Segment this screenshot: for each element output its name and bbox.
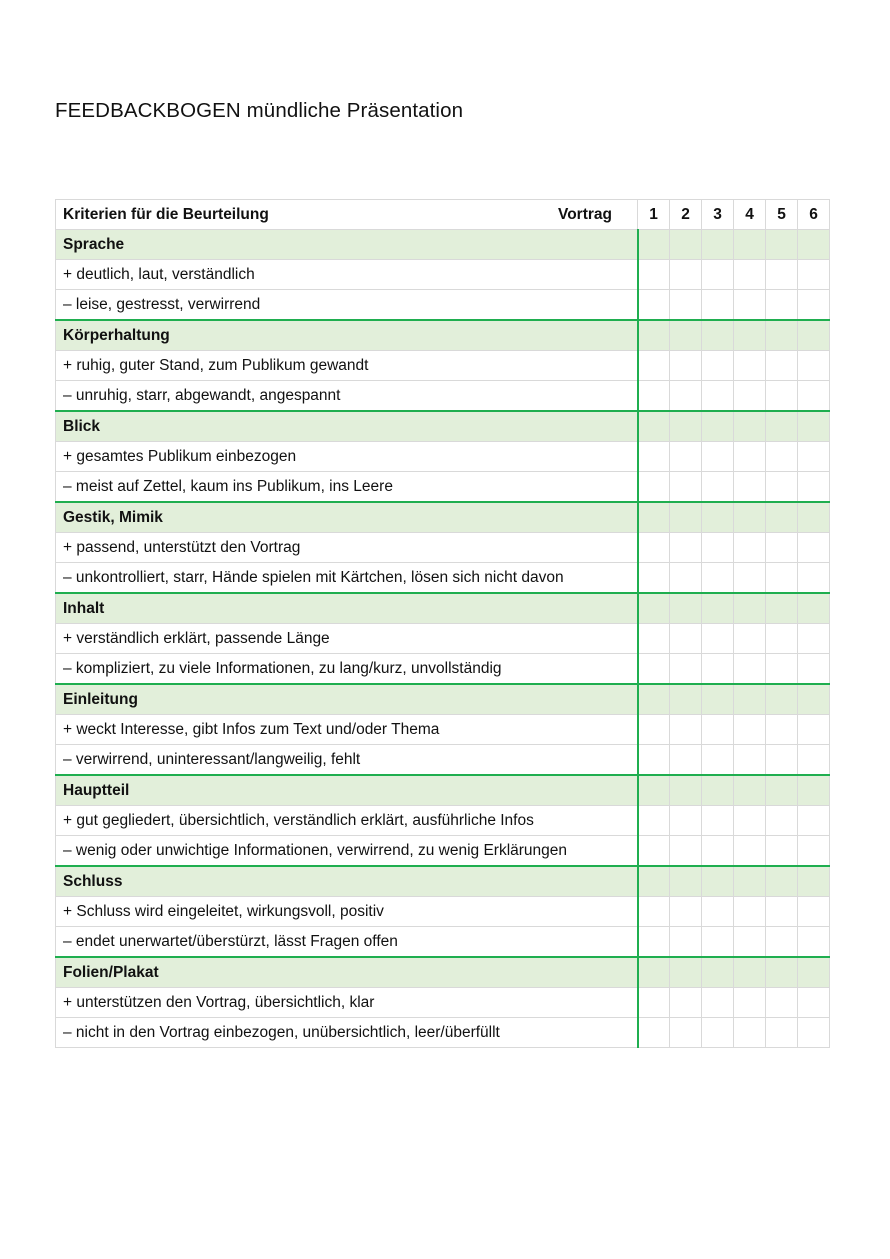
score-cell-3 bbox=[702, 411, 734, 442]
score-cell-4 bbox=[734, 230, 766, 260]
score-cell-2[interactable] bbox=[670, 351, 702, 381]
category-label: Körperhaltung bbox=[56, 320, 638, 351]
score-cell-5[interactable] bbox=[766, 927, 798, 958]
category-label: Sprache bbox=[56, 230, 638, 260]
score-cell-5 bbox=[766, 502, 798, 533]
score-cell-4[interactable] bbox=[734, 806, 766, 836]
score-cell-6 bbox=[798, 866, 830, 897]
score-cell-2 bbox=[670, 320, 702, 351]
score-header-3: 3 bbox=[702, 200, 734, 230]
score-cell-6[interactable] bbox=[798, 624, 830, 654]
score-cell-6[interactable] bbox=[798, 715, 830, 745]
score-cell-5[interactable] bbox=[766, 654, 798, 685]
score-cell-1 bbox=[638, 866, 670, 897]
score-cell-3[interactable] bbox=[702, 897, 734, 927]
score-cell-1[interactable] bbox=[638, 624, 670, 654]
score-cell-4 bbox=[734, 957, 766, 988]
score-cell-2[interactable] bbox=[670, 927, 702, 958]
category-row bbox=[56, 320, 830, 351]
score-cell-4[interactable] bbox=[734, 351, 766, 381]
score-cell-2[interactable] bbox=[670, 988, 702, 1018]
score-cell-4[interactable] bbox=[734, 988, 766, 1018]
score-cell-3[interactable] bbox=[702, 624, 734, 654]
score-cell-3 bbox=[702, 866, 734, 897]
criterion-row-negative bbox=[56, 836, 830, 867]
criterion-positive: + deutlich, laut, verständlich bbox=[56, 260, 638, 290]
score-cell-3[interactable] bbox=[702, 806, 734, 836]
score-cell-1[interactable] bbox=[638, 654, 670, 685]
score-cell-2 bbox=[670, 957, 702, 988]
score-cell-5[interactable] bbox=[766, 1018, 798, 1048]
score-header-5: 5 bbox=[766, 200, 798, 230]
category-row bbox=[56, 866, 830, 897]
category-label: Folien/Plakat bbox=[56, 957, 638, 988]
score-cell-5 bbox=[766, 320, 798, 351]
score-cell-6[interactable] bbox=[798, 836, 830, 867]
category-label: Inhalt bbox=[56, 593, 638, 624]
score-cell-6[interactable] bbox=[798, 563, 830, 594]
score-cell-6[interactable] bbox=[798, 1018, 830, 1048]
criteria-header-cell bbox=[56, 200, 638, 230]
criterion-positive: + verständlich erklärt, passende Länge bbox=[56, 624, 638, 654]
score-cell-4[interactable] bbox=[734, 654, 766, 685]
score-cell-3 bbox=[702, 775, 734, 806]
criterion-positive: + weckt Interesse, gibt Infos zum Text und/oder Thema bbox=[56, 715, 638, 745]
header-row bbox=[56, 200, 830, 230]
score-cell-2[interactable] bbox=[670, 260, 702, 290]
score-cell-6 bbox=[798, 320, 830, 351]
criterion-row-positive bbox=[56, 806, 830, 836]
score-cell-6[interactable] bbox=[798, 442, 830, 472]
score-cell-4[interactable] bbox=[734, 260, 766, 290]
criterion-row-positive bbox=[56, 442, 830, 472]
score-cell-6[interactable] bbox=[798, 290, 830, 321]
score-cell-1[interactable] bbox=[638, 563, 670, 594]
score-cell-5[interactable] bbox=[766, 381, 798, 412]
score-cell-4[interactable] bbox=[734, 533, 766, 563]
score-header-4: 4 bbox=[734, 200, 766, 230]
score-cell-2 bbox=[670, 866, 702, 897]
score-cell-1[interactable] bbox=[638, 836, 670, 867]
score-cell-4[interactable] bbox=[734, 472, 766, 503]
score-cell-2[interactable] bbox=[670, 806, 702, 836]
score-cell-1[interactable] bbox=[638, 897, 670, 927]
category-row bbox=[56, 775, 830, 806]
score-cell-5 bbox=[766, 593, 798, 624]
score-cell-1[interactable] bbox=[638, 351, 670, 381]
criterion-row-negative bbox=[56, 1018, 830, 1048]
score-cell-2[interactable] bbox=[670, 381, 702, 412]
criterion-negative: – nicht in den Vortrag einbezogen, unübersichtlich, leer/überfüllt bbox=[56, 1018, 638, 1048]
score-cell-6[interactable] bbox=[798, 927, 830, 958]
category-label: Gestik, Mimik bbox=[56, 502, 638, 533]
score-cell-1 bbox=[638, 230, 670, 260]
score-cell-3[interactable] bbox=[702, 442, 734, 472]
category-row bbox=[56, 684, 830, 715]
score-cell-1[interactable] bbox=[638, 260, 670, 290]
score-cell-1[interactable] bbox=[638, 1018, 670, 1048]
score-cell-2[interactable] bbox=[670, 563, 702, 594]
score-cell-5[interactable] bbox=[766, 290, 798, 321]
score-cell-2 bbox=[670, 775, 702, 806]
criterion-row-negative bbox=[56, 745, 830, 776]
score-cell-4[interactable] bbox=[734, 836, 766, 867]
score-cell-4 bbox=[734, 775, 766, 806]
score-cell-1[interactable] bbox=[638, 381, 670, 412]
score-cell-6[interactable] bbox=[798, 533, 830, 563]
criterion-positive: + passend, unterstützt den Vortrag bbox=[56, 533, 638, 563]
score-cell-3[interactable] bbox=[702, 927, 734, 958]
score-cell-5[interactable] bbox=[766, 260, 798, 290]
criterion-row-positive bbox=[56, 897, 830, 927]
score-cell-1 bbox=[638, 684, 670, 715]
score-cell-4 bbox=[734, 320, 766, 351]
score-cell-5[interactable] bbox=[766, 351, 798, 381]
score-cell-5[interactable] bbox=[766, 988, 798, 1018]
criterion-row-positive bbox=[56, 988, 830, 1018]
criterion-row-negative bbox=[56, 381, 830, 412]
score-cell-3[interactable] bbox=[702, 988, 734, 1018]
score-header-1: 1 bbox=[638, 200, 670, 230]
criterion-row-positive bbox=[56, 715, 830, 745]
score-cell-2 bbox=[670, 502, 702, 533]
score-cell-4 bbox=[734, 411, 766, 442]
category-row bbox=[56, 593, 830, 624]
category-row bbox=[56, 230, 830, 260]
score-cell-5[interactable] bbox=[766, 533, 798, 563]
criterion-negative: – unkontrolliert, starr, Hände spielen mit Kärtchen, lösen sich nicht davon bbox=[56, 563, 638, 594]
score-cell-1[interactable] bbox=[638, 988, 670, 1018]
score-cell-6[interactable] bbox=[798, 351, 830, 381]
score-cell-6 bbox=[798, 230, 830, 260]
score-cell-3 bbox=[702, 230, 734, 260]
score-cell-5[interactable] bbox=[766, 806, 798, 836]
score-cell-2[interactable] bbox=[670, 1018, 702, 1048]
score-header-6: 6 bbox=[798, 200, 830, 230]
criterion-negative: – unruhig, starr, abgewandt, angespannt bbox=[56, 381, 638, 412]
score-cell-2[interactable] bbox=[670, 533, 702, 563]
score-cell-4 bbox=[734, 593, 766, 624]
criterion-row-negative bbox=[56, 654, 830, 685]
criterion-negative: – leise, gestresst, verwirrend bbox=[56, 290, 638, 321]
score-cell-4 bbox=[734, 684, 766, 715]
score-cell-2[interactable] bbox=[670, 654, 702, 685]
score-cell-6[interactable] bbox=[798, 988, 830, 1018]
score-cell-5[interactable] bbox=[766, 624, 798, 654]
criterion-positive: + ruhig, guter Stand, zum Publikum gewandt bbox=[56, 351, 638, 381]
score-cell-1[interactable] bbox=[638, 927, 670, 958]
score-cell-5[interactable] bbox=[766, 897, 798, 927]
criterion-row-positive bbox=[56, 260, 830, 290]
score-cell-6[interactable] bbox=[798, 654, 830, 685]
score-cell-4 bbox=[734, 866, 766, 897]
score-cell-2[interactable] bbox=[670, 836, 702, 867]
score-cell-6[interactable] bbox=[798, 806, 830, 836]
score-cell-6 bbox=[798, 684, 830, 715]
score-cell-2[interactable] bbox=[670, 897, 702, 927]
criterion-row-positive bbox=[56, 533, 830, 563]
score-cell-4[interactable] bbox=[734, 897, 766, 927]
score-cell-1[interactable] bbox=[638, 715, 670, 745]
score-cell-4[interactable] bbox=[734, 745, 766, 776]
score-cell-3[interactable] bbox=[702, 715, 734, 745]
score-cell-3[interactable] bbox=[702, 533, 734, 563]
criterion-negative: – endet unerwartet/überstürzt, lässt Fragen offen bbox=[56, 927, 638, 958]
score-cell-1 bbox=[638, 775, 670, 806]
score-cell-5[interactable] bbox=[766, 715, 798, 745]
category-label: Schluss bbox=[56, 866, 638, 897]
score-header-2: 2 bbox=[670, 200, 702, 230]
score-cell-1[interactable] bbox=[638, 472, 670, 503]
score-cell-2[interactable] bbox=[670, 624, 702, 654]
score-cell-1 bbox=[638, 502, 670, 533]
score-cell-1 bbox=[638, 593, 670, 624]
score-cell-1 bbox=[638, 320, 670, 351]
score-cell-3[interactable] bbox=[702, 260, 734, 290]
category-label: Blick bbox=[56, 411, 638, 442]
score-cell-4[interactable] bbox=[734, 563, 766, 594]
category-label: Einleitung bbox=[56, 684, 638, 715]
criterion-negative: – wenig oder unwichtige Informationen, verwirrend, zu wenig Erklärungen bbox=[56, 836, 638, 867]
score-cell-3[interactable] bbox=[702, 654, 734, 685]
criterion-row-negative bbox=[56, 563, 830, 594]
score-cell-4[interactable] bbox=[734, 927, 766, 958]
score-cell-2[interactable] bbox=[670, 472, 702, 503]
category-row bbox=[56, 502, 830, 533]
score-cell-2 bbox=[670, 411, 702, 442]
score-cell-4[interactable] bbox=[734, 624, 766, 654]
criterion-row-negative bbox=[56, 927, 830, 958]
score-cell-2 bbox=[670, 593, 702, 624]
score-cell-6 bbox=[798, 502, 830, 533]
score-cell-1 bbox=[638, 411, 670, 442]
category-row bbox=[56, 411, 830, 442]
score-cell-2[interactable] bbox=[670, 745, 702, 776]
criterion-row-positive bbox=[56, 351, 830, 381]
criterion-positive: + gut gegliedert, übersichtlich, verständlich erklärt, ausführliche Infos bbox=[56, 806, 638, 836]
score-cell-3[interactable] bbox=[702, 351, 734, 381]
score-cell-5[interactable] bbox=[766, 836, 798, 867]
score-cell-6 bbox=[798, 775, 830, 806]
score-cell-6 bbox=[798, 411, 830, 442]
score-cell-2 bbox=[670, 230, 702, 260]
score-cell-4[interactable] bbox=[734, 442, 766, 472]
score-cell-5 bbox=[766, 957, 798, 988]
score-cell-6[interactable] bbox=[798, 897, 830, 927]
score-cell-1[interactable] bbox=[638, 290, 670, 321]
score-cell-6[interactable] bbox=[798, 260, 830, 290]
score-cell-1[interactable] bbox=[638, 533, 670, 563]
criterion-row-negative bbox=[56, 290, 830, 321]
score-cell-1 bbox=[638, 957, 670, 988]
score-cell-5 bbox=[766, 775, 798, 806]
criterion-positive: + gesamtes Publikum einbezogen bbox=[56, 442, 638, 472]
score-cell-4[interactable] bbox=[734, 715, 766, 745]
criterion-row-positive bbox=[56, 624, 830, 654]
score-cell-5[interactable] bbox=[766, 472, 798, 503]
category-label: Hauptteil bbox=[56, 775, 638, 806]
score-cell-3[interactable] bbox=[702, 563, 734, 594]
score-cell-5[interactable] bbox=[766, 442, 798, 472]
score-cell-5[interactable] bbox=[766, 563, 798, 594]
score-cell-3[interactable] bbox=[702, 745, 734, 776]
score-cell-5[interactable] bbox=[766, 745, 798, 776]
score-cell-1[interactable] bbox=[638, 806, 670, 836]
criterion-positive: + Schluss wird eingeleitet, wirkungsvoll, positiv bbox=[56, 897, 638, 927]
score-cell-4[interactable] bbox=[734, 290, 766, 321]
vortrag-header: Vortrag bbox=[558, 205, 612, 223]
criteria-header: Kriterien für die Beurteilung bbox=[63, 205, 269, 223]
score-cell-4[interactable] bbox=[734, 1018, 766, 1048]
criterion-negative: – verwirrend, uninteressant/langweilig, fehlt bbox=[56, 745, 638, 776]
criterion-negative: – meist auf Zettel, kaum ins Publikum, ins Leere bbox=[56, 472, 638, 503]
score-cell-6 bbox=[798, 957, 830, 988]
score-cell-3[interactable] bbox=[702, 836, 734, 867]
score-cell-2[interactable] bbox=[670, 442, 702, 472]
score-cell-6 bbox=[798, 593, 830, 624]
score-cell-3[interactable] bbox=[702, 381, 734, 412]
score-cell-5 bbox=[766, 684, 798, 715]
criterion-row-negative bbox=[56, 472, 830, 503]
score-cell-3[interactable] bbox=[702, 472, 734, 503]
score-cell-4 bbox=[734, 502, 766, 533]
score-cell-6[interactable] bbox=[798, 745, 830, 776]
category-row bbox=[56, 957, 830, 988]
score-cell-5 bbox=[766, 411, 798, 442]
score-cell-3 bbox=[702, 593, 734, 624]
score-cell-6[interactable] bbox=[798, 381, 830, 412]
score-cell-1[interactable] bbox=[638, 745, 670, 776]
criterion-negative: – kompliziert, zu viele Informationen, zu lang/kurz, unvollständig bbox=[56, 654, 638, 685]
score-cell-4[interactable] bbox=[734, 381, 766, 412]
score-cell-3 bbox=[702, 684, 734, 715]
score-cell-1[interactable] bbox=[638, 442, 670, 472]
score-cell-6[interactable] bbox=[798, 472, 830, 503]
score-cell-3 bbox=[702, 320, 734, 351]
score-cell-2 bbox=[670, 684, 702, 715]
score-cell-5 bbox=[766, 230, 798, 260]
score-cell-2[interactable] bbox=[670, 290, 702, 321]
score-cell-2[interactable] bbox=[670, 715, 702, 745]
feedback-table bbox=[55, 199, 830, 1048]
page-title: FEEDBACKBOGEN mündliche Präsentation bbox=[55, 99, 464, 122]
score-cell-5 bbox=[766, 866, 798, 897]
score-cell-3[interactable] bbox=[702, 290, 734, 321]
criterion-positive: + unterstützen den Vortrag, übersichtlich, klar bbox=[56, 988, 638, 1018]
score-cell-3 bbox=[702, 957, 734, 988]
score-cell-3 bbox=[702, 502, 734, 533]
score-cell-3[interactable] bbox=[702, 1018, 734, 1048]
